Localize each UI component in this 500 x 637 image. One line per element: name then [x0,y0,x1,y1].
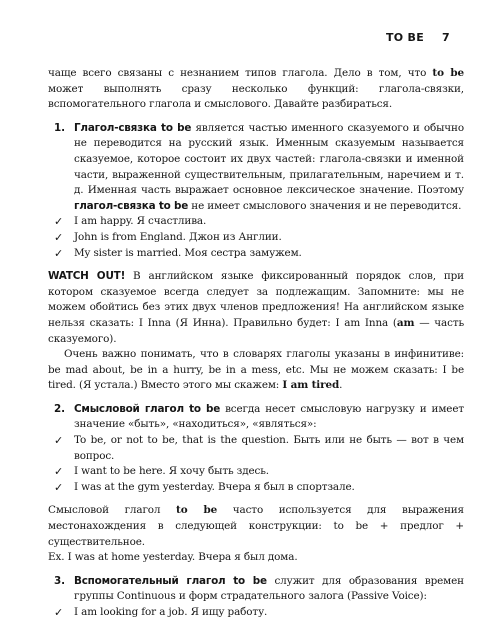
list-item: ✓ I want to be here. Я хочу быть здесь. [54,465,269,479]
term-to-be: to be [432,67,465,79]
section-number: 2. [54,402,65,415]
section-number: 3. [54,574,65,587]
section-number: 1. [54,121,65,134]
page-body [48,66,464,621]
infinitive-paragraph: Очень важно понимать, что в словарях глаголы указаны в инфинитиве: be mad about, be in a hurry, be in a mess, etc. Мы не можем сказать: I be tired. (Я устала.) Вместо этого мы скажем: I am tired. [48,348,464,392]
checkmark-icon: ✓ [54,480,64,494]
list-item: ✓ To be, or not to be, that is the question. Быть или не быть — вот в чем вопрос. [54,434,464,462]
list-item: ✓ I am happy. Я счастлива. [54,215,207,229]
section-1-examples [48,214,464,261]
list-item: ✓ John is from England. Джон из Англии. [54,230,282,244]
list-item: ✓ I was at the gym yesterday. Вчера я был в спортзале. [54,480,355,494]
list-item: ✓ My sister is married. Моя сестра замужем. [54,246,302,260]
watch-out-label: WATCH OUT! [48,270,126,283]
checkmark-icon: ✓ [54,434,64,448]
checkmark-icon: ✓ [54,606,64,619]
checkmark-icon: ✓ [54,246,64,260]
list-item: ✓ I am looking for a job. Я ищу работу. [54,606,268,619]
running-header [386,30,450,46]
section-3-examples [48,605,464,621]
watch-out-paragraph: WATCH OUT! В английском языке фиксированный порядок слов, при котором сказуемое всегда следует за подлежащим. Запомните: мы не можем обойтись без этих двух членов предложения! На английском языке нельзя сказать: I Inna (Я Инна). Правильно будет: I am Inna (am — часть сказуемого). [48,270,465,345]
checkmark-icon: ✓ [54,465,64,479]
section-2-examples [48,433,464,495]
section-3: 3. Вспомогательный глагол to be служит для образования времен группы Continuous и форм страдательного залога (Passive Voice): [54,574,464,603]
section-term: Вспомогательный глагол to be [74,574,267,587]
location-paragraph: Смысловой глагол to be часто используется для выражения местонахождения в следующей конструкции: to be + предлог + существительное. [48,504,464,548]
section-term: Смысловой глагол to be [74,402,221,415]
section-2: 2. Смысловой глагол to be всегда несет смысловую нагрузку и имеет значение «быть», «находиться», «являться»: [54,402,464,431]
location-example: Ex. I was at home yesterday. Вчера я был дома. [48,551,298,564]
checkmark-icon: ✓ [54,230,64,244]
section-1: 1. Глагол-связка to be является частью именного сказуемого и обычно не переводится на русский язык. Именным сказуемым называется сказуемое, которое состоит их двух частей: глагола-связки и именной части, выраженной существительным, прилагательным, наречием и т. д. Именная часть выражает основное лексическое значение. Поэтому глагол-связка to be не имеет смыслового значения и не переводится. [54,121,464,212]
checkmark-icon: ✓ [54,215,64,229]
section-term: Глагол-связка to be [74,121,192,134]
section-term-repeat: глагол-связка to be [74,199,189,212]
intro-paragraph: чаще всего связаны с незнанием типов глагола. Дело в том, что to be может выполнять сразу несколько функций: глагола-связки, вспомогательного глагола и смыслового. Давайте разбираться. [48,67,465,111]
page-number: 7 [442,31,450,44]
header-title: TO BE [385,31,425,44]
